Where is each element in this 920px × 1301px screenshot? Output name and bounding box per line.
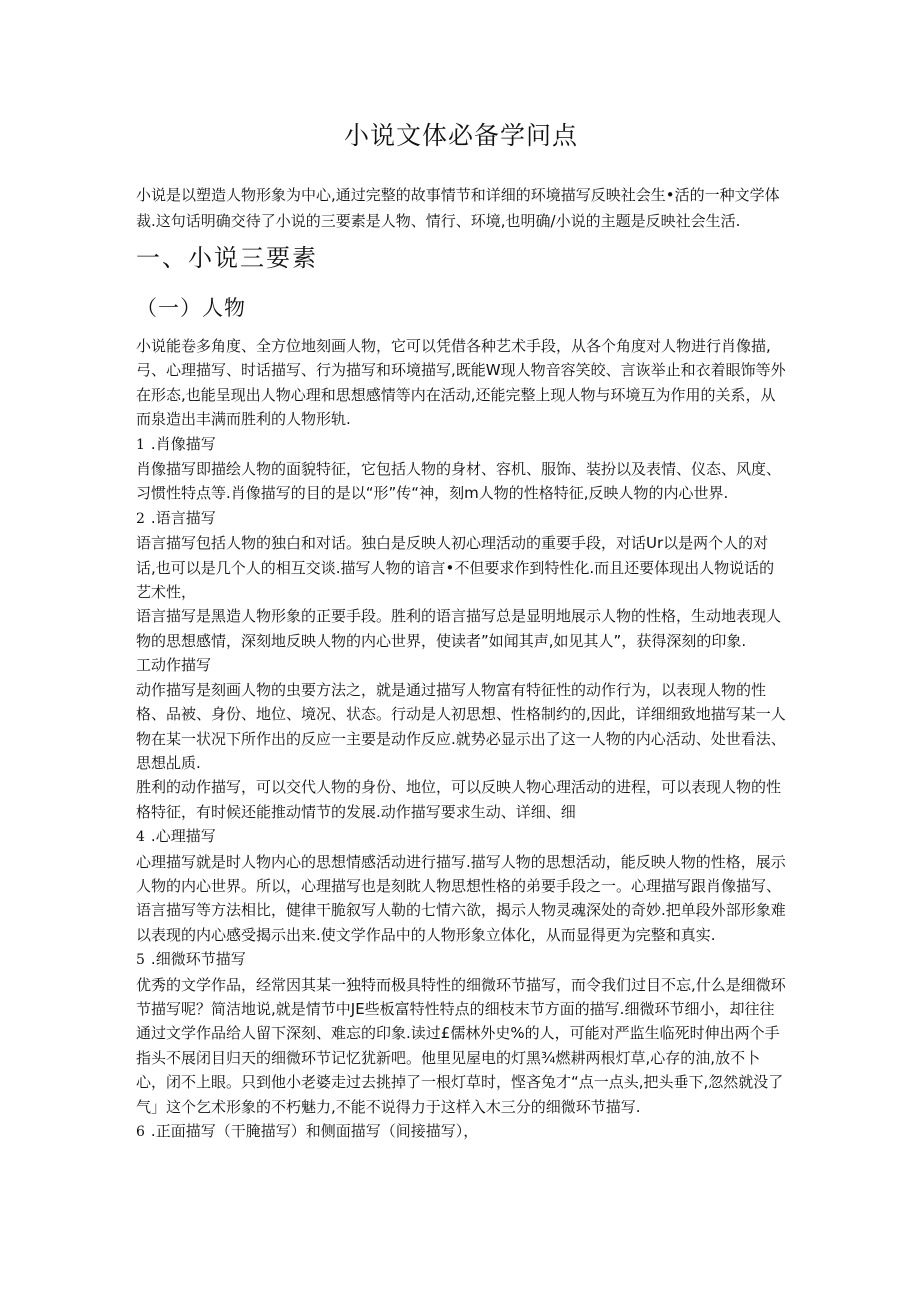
item-heading-portrait xyxy=(136,432,786,457)
item-heading-language xyxy=(136,506,786,531)
paragraph: 语言描写是黑造人物形象的正要手段。胜利的语言描写总是显明地展示人物的性格，生动地表现人物的思想感情，深刻地反映人物的内心世界，使读者”如闻其声,如见其人”，获得深刻的印象. xyxy=(136,607,782,650)
item-heading-psychology xyxy=(136,824,786,849)
item-title: .心理描写 xyxy=(150,827,216,846)
paragraph: 优秀的文学作品，经常因其某一独特而极具特性的细微环节描写，而令我们过目不忘,什么是细微环节描写呢？简洁地说,就是情节中JE些板富特性特点的细枝末节方面的描写.细微环节细小，却往往通过文学作品给人留下深刻、难忘的印象.读过£儒林外史%的人，可能对严监生临死时伸出两个手指头不展闭目归天的细微环节记忆犹新吧。他里见屋电的灯黑¾燃耕两根灯草,心存的油,放不卜心，闭不上眼。只到他小老婆走过去挑掉了一根灯草时，悭吝兔才“点一点头,把头垂下,忽然就没了气」这个乞术形象的不朽魅力,不能不说得力于这样入木三分的细微环节描写. xyxy=(136,975,786,1116)
paragraph: 动作描写是刻画人物的虫要方法之，就是通过描写人物富有特征性的动作行为，以表现人物的性格、品被、身份、地位、境况、状态。行动是人初思想、性格制约的,因此，详细细致地描写某一人物在某一状况下所作出的反应一主要是动作反应.就势必显示出了这一人物的内心活动、处世看法、思想乩质. xyxy=(136,680,786,772)
item-heading-direct-indirect xyxy=(136,1119,786,1144)
item-title: .肖像描写 xyxy=(150,434,216,453)
item-number: 2 xyxy=(136,510,145,527)
item-heading-detail xyxy=(136,947,786,972)
item-number: 5 xyxy=(136,952,145,969)
paragraph: 心理描写就是时人物内心的思想情感活动进行描写.描写人物的思想活动，能反映人物的性格，展示人物的内心世界。所以，心理描写也是刻眈人物思想性格的弟要手段之一。心理描写跟肖像描写、语言描写等方法相比，健律干脆叙写人勒的七情六欲，揭示人物灵魂深处的奇妙.把单段外部形象难以表现的内心感受揭示出来.使文学作品中的人物形象立体化，从而显得更为完整和真实. xyxy=(136,852,786,944)
item-title: .语言描写 xyxy=(150,508,216,527)
item-heading-action xyxy=(136,653,786,677)
item-number: 4 xyxy=(136,829,145,846)
subsection-intro: 小说能卷多角度、全方位地刻画人物，它可以凭借各种艺术手段，从各个角度对人物进行肖像描,弓、心理描写、时话描写、行为描写和环境描写,既能W现人物音容笑皎、言诙举止和衣着眼饰等外在形态,也能呈现出人物心理和思想感情等内在活动,还能完整上现人物与环境互为作用的关系，从而泉造出丰满而胜利的人物形轨. xyxy=(136,337,786,429)
section-heading: 一、小说三要素 xyxy=(136,244,318,272)
body-text xyxy=(136,334,786,1144)
item-title: .正面描写（干腌描写）和侧面描写（间接描写）， xyxy=(150,1122,479,1140)
item-number: 1 xyxy=(136,436,145,453)
paragraph: 语言描写包括人物的独白和对话。独白是反映人初心理活动的重要手段，对话Ur以是两个人的对话,也可以是几个人的相互交谈.描写人物的谙言•不但要求作到特性化.而且还要体现出人物说话的艺术性， xyxy=(136,534,775,602)
intro-paragraph: 小说是以塑造人物形象为中心,通过完整的故事情节和详细的环境描写反映社会生•活的一种文学体裁.这句话明确交待了小说的三要素是人物、情行、环境,也明确/小说的主题是反映社会生活. xyxy=(136,186,780,230)
item-title: 工动作描写 xyxy=(136,656,212,675)
item-number: 6 xyxy=(136,1124,145,1140)
paragraph: 肖像描写即描绘人物的面貌特征，它包括人物的身材、容机、服饰、装扮以及表情、仪态、风度、习惯性特点等.肖像描写的目的是以“形”传“神，刻m人物的性格特征,反映人物的内心世界. xyxy=(136,460,782,503)
subsection-heading: （一）人物 xyxy=(136,296,246,320)
item-title: .细微环节描写 xyxy=(150,950,246,969)
document-title: 小说文体必备学问点 xyxy=(343,121,578,150)
paragraph: 胜利的动作描写，可以交代人物的身份、地位，可以反映人物心理活动的进程，可以表现人物的性格特征，有时候还能推动情节的发展.动作描写要求生动、详细、细 xyxy=(136,778,782,821)
